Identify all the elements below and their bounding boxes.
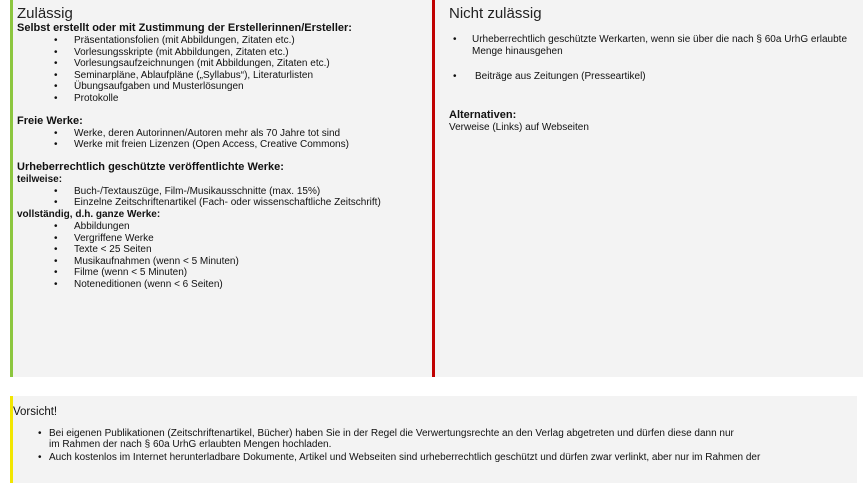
- list-item: • Werke, deren Autorinnen/Autoren mehr als 70 Jahre tot sind: [17, 128, 429, 140]
- free-works-list: [17, 128, 429, 151]
- own-works-heading: Selbst erstellt oder mit Zustimmung der Erstellerinnen/Ersteller:: [17, 22, 352, 34]
- list-item: • Vorlesungsaufzeichnungen (mit Abbildungen, Zitaten etc.): [17, 58, 429, 70]
- free-works-heading: Freie Werke:: [17, 114, 83, 127]
- alternatives-text: Verweise (Links) auf Webseiten: [449, 122, 589, 134]
- allowed-panel: [10, 0, 433, 377]
- list-item: • Abbildungen: [17, 221, 429, 233]
- list-item: • Urheberrechtlich geschützte Werkarten, wenn sie über die nach § 60a UrhG erlaubte Menge hinausgehen: [449, 34, 853, 59]
- allowed-title: Zulässig: [17, 5, 73, 22]
- partial-works-list: [17, 186, 429, 209]
- list-item: • Werke mit freien Lizenzen (Open Access, Creative Commons): [17, 139, 429, 151]
- list-item: • Vorlesungsskripte (mit Abbildungen, Zitaten etc.): [17, 47, 429, 59]
- full-works-list: [17, 221, 429, 291]
- caution-list: [13, 428, 851, 463]
- caution-title: Vorsicht!: [13, 406, 58, 418]
- list-item: • Buch-/Textauszüge, Film-/Musikausschnitte (max. 15%): [17, 186, 429, 198]
- list-item: • Protokolle: [17, 93, 429, 105]
- list-item: • Texte < 25 Seiten: [17, 244, 429, 256]
- list-item: • Beiträge aus Zeitungen (Presseartikel): [449, 71, 853, 83]
- partial-label: teilweise:: [17, 173, 63, 185]
- protected-works-heading: Urheberrechtlich geschützte veröffentlichte Werke:: [17, 160, 284, 173]
- list-item: • Übungsaufgaben und Musterlösungen: [17, 81, 429, 93]
- list-item: • Filme (wenn < 5 Minuten): [17, 267, 429, 279]
- alternatives-heading: Alternativen:: [449, 109, 517, 122]
- list-item: • Noteneditionen (wenn < 6 Seiten): [17, 279, 429, 291]
- list-item: • Musikaufnahmen (wenn < 5 Minuten): [17, 256, 429, 268]
- list-item: • Auch kostenlos im Internet herunterladbare Dokumente, Artikel und Webseiten sind urheberrechtlich geschützt und dürfen zwar verlinkt, aber nur im Rahmen der: [13, 452, 851, 463]
- not-allowed-list: [449, 34, 853, 83]
- caution-panel: [10, 396, 857, 483]
- not-allowed-title: Nicht zulässig: [449, 5, 542, 22]
- not-allowed-panel: [432, 0, 863, 377]
- list-item: • Vergriffene Werke: [17, 233, 429, 245]
- list-item: • Präsentationsfolien (mit Abbildungen, Zitaten etc.): [17, 35, 429, 47]
- own-works-list: [17, 35, 429, 105]
- list-item: • Seminarpläne, Ablaufpläne („Syllabus“), Literaturlisten: [17, 70, 429, 82]
- list-item: • Bei eigenen Publikationen (Zeitschriftenartikel, Bücher) haben Sie in der Regel die Verwertungsrechte an den Verlag abgetreten und dürfen diese dann nur im Rahmen der nach § 60a UrhG erlaubten Mengen hochladen.: [13, 428, 851, 451]
- list-item: • Einzelne Zeitschriftenartikel (Fach- oder wissenschaftliche Zeitschrift): [17, 197, 429, 209]
- full-label: vollständig, d.h. ganze Werke:: [17, 208, 161, 220]
